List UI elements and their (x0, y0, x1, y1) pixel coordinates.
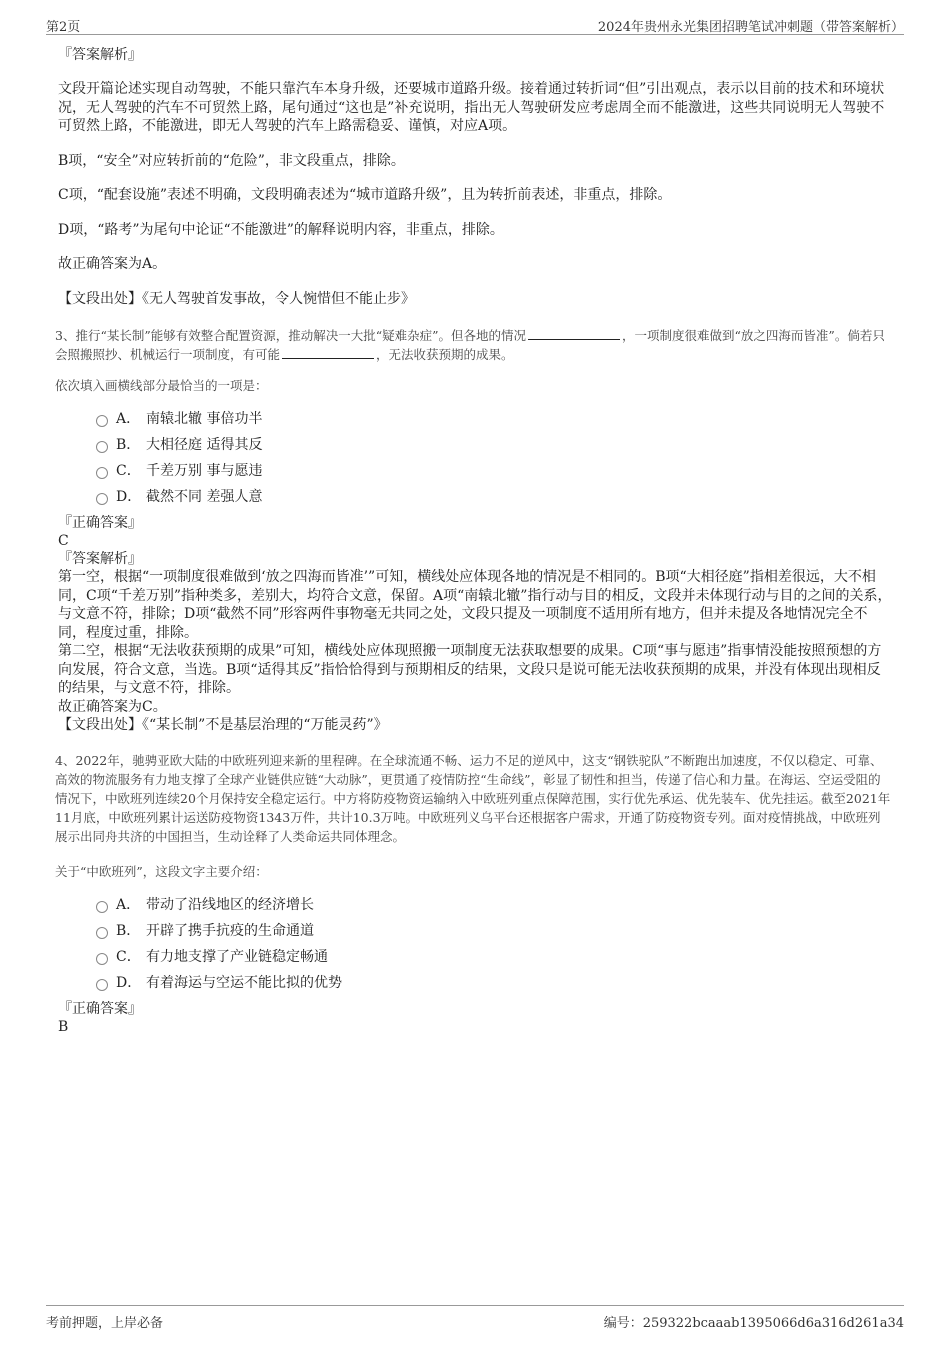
option-a[interactable]: A． 带动了沿线地区的经济增长 (96, 892, 892, 918)
option-d[interactable]: D． 有着海运与空运不能比拟的优势 (96, 970, 892, 996)
question-3 (55, 326, 892, 735)
option-c[interactable]: C． 有力地支撑了产业链稳定畅通 (96, 944, 892, 970)
option-a[interactable]: A． 南辕北辙 事倍功半 (96, 406, 892, 432)
question-stem: 3、推行“某长制”能够有效整合配置资源，推动解决一大批“疑难杂症”。但各地的情况 ，一项制度很难做到“放之四海而皆准”。倘若只会照搬照抄、机械运行一项制度，有可能 ，无法收获预期的成果。 (55, 328, 885, 362)
analysis-paragraph: 文段开篇论述实现自动驾驶，不能只靠汽车本身升级，还要城市道路升级。接着通过转折词“但”引出观点，表示以目前的技术和环境状况，无人驾驶的汽车不可贸然上路，尾句通过“这也是”补充说明，指出无人驾驶研发应考虑周全而不能激进，这些共同说明无人驾驶不可贸然上路，不能激进，即无人驾驶的汽车上路需稳妥、谨慎，对应A项。 (58, 81, 885, 134)
answer-label: 『正确答案』 (58, 515, 142, 531)
analysis-paragraph: D项，“路考”为尾句中论证“不能激进”的解释说明内容，非重点，排除。 (58, 221, 504, 238)
radio-icon[interactable] (96, 953, 108, 965)
options-list (96, 406, 892, 510)
options-list (96, 892, 892, 996)
analysis-conclusion: 故正确答案为A。 (58, 256, 167, 272)
radio-icon[interactable] (96, 415, 108, 427)
analysis-conclusion: 故正确答案为C。 (58, 698, 167, 715)
question-4 (55, 751, 892, 1036)
analysis-paragraph: 第一空，根据“一项制度很难做到‘放之四海而皆准’”可知，横线处应体现各地的情况是不相同的。B项“大相径庭”指相差很远，大不相同，C项“千差万别”指种类多，差别大，均符合文意，保留。A项“南辕北辙”指行动与目的相反，文段并未体现行动与目的之间的关系，与文意不符，排除；D项“截然不同”形容两件事物毫无共同之处，文段只提及一项制度不适用所有地方，但并未提及各地情况完全不同，程度过重，排除。 (58, 569, 892, 641)
blank-line (282, 346, 374, 359)
analysis-paragraph: C项，“配套设施”表述不明确，文段明确表述为“城市道路升级”，且为转折前表述，非重点，排除。 (58, 187, 672, 203)
answer-label: 『正确答案』 (58, 1000, 142, 1017)
page-number: 第2页 (46, 20, 81, 35)
q2-analysis (58, 46, 892, 308)
document-id: 编号：259322bcaaab1395066d6a316d261a34 (603, 1316, 904, 1331)
radio-icon[interactable] (96, 441, 108, 453)
option-d[interactable]: D． 截然不同 差强人意 (96, 484, 892, 510)
radio-icon[interactable] (96, 493, 108, 505)
analysis-paragraph: 第二空，根据“无法收获预期的成果”可知，横线处应体现照搬一项制度无法获取想要的成果。C项“事与愿违”指事情没能按照预想的方向发展，符合文意，当选。B项“适得其反”指恰恰得到与预期相反的结果，文段只是说可能无法收获预期的成果，并没有体现出现相反的结果，与文意不符，排除。 (58, 643, 882, 696)
radio-icon[interactable] (96, 927, 108, 939)
question-prompt: 依次填入画横线部分最恰当的一项是： (55, 378, 268, 393)
radio-icon[interactable] (96, 979, 108, 991)
answer-value: C (58, 533, 69, 549)
answer-value: B (58, 1018, 69, 1035)
question-prompt: 关于“中欧班列”，这段文字主要介绍： (55, 863, 268, 879)
option-c[interactable]: C． 千差万别 事与愿违 (96, 458, 892, 484)
page-header (46, 14, 904, 35)
analysis-paragraph: B项，“安全”对应转折前的“危险”，非文段重点，排除。 (58, 152, 405, 169)
analysis-label: 『答案解析』 (58, 47, 142, 63)
option-b[interactable]: B． 开辟了携手抗疫的生命通道 (96, 918, 892, 944)
source-citation: 【文段出处】《无人驾驶首发事故，令人惋惜但不能止步》 (58, 290, 415, 307)
option-b[interactable]: B． 大相径庭 适得其反 (96, 432, 892, 458)
footer-slogan: 考前押题，上岸必备 (46, 1316, 164, 1331)
source-citation: 【文段出处】《“某长制”不是基层治理的“万能灵药”》 (58, 717, 388, 733)
document-title: 2024年贵州永光集团招聘笔试冲刺题（带答案解析） (597, 20, 904, 35)
page-footer (46, 1305, 904, 1331)
blank-line (528, 327, 620, 340)
radio-icon[interactable] (96, 901, 108, 913)
radio-icon[interactable] (96, 467, 108, 479)
question-stem: 4、2022年，驰骋亚欧大陆的中欧班列迎来新的里程碑。在全球流通不畅、运力不足的逆风中，这支“钢铁驼队”不断跑出加速度，不仅以稳定、可靠、高效的物流服务有力地支撑了全球产业链供应链“大动脉”，更贯通了疫情防控“生命线”，彰显了韧性和担当，传递了信心和力量。在海运、空运受阻的情况下，中欧班列连续20个月保持安全稳定运行。中方将防疫物资运输纳入中欧班列重点保障范围，实行优先承运、优先装车、优先挂运。截至2021年11月底，中欧班列累计运送防疫物资1343万件，共计10.3万吨。中欧班列义乌平台还根据客户需求，开通了防疫物资专列。面对疫情挑战，中欧班列展示出同舟共济的中国担当，生动诠释了人类命运共同体理念。 (55, 752, 891, 844)
main-content (55, 46, 892, 1036)
analysis-label: 『答案解析』 (58, 551, 142, 567)
